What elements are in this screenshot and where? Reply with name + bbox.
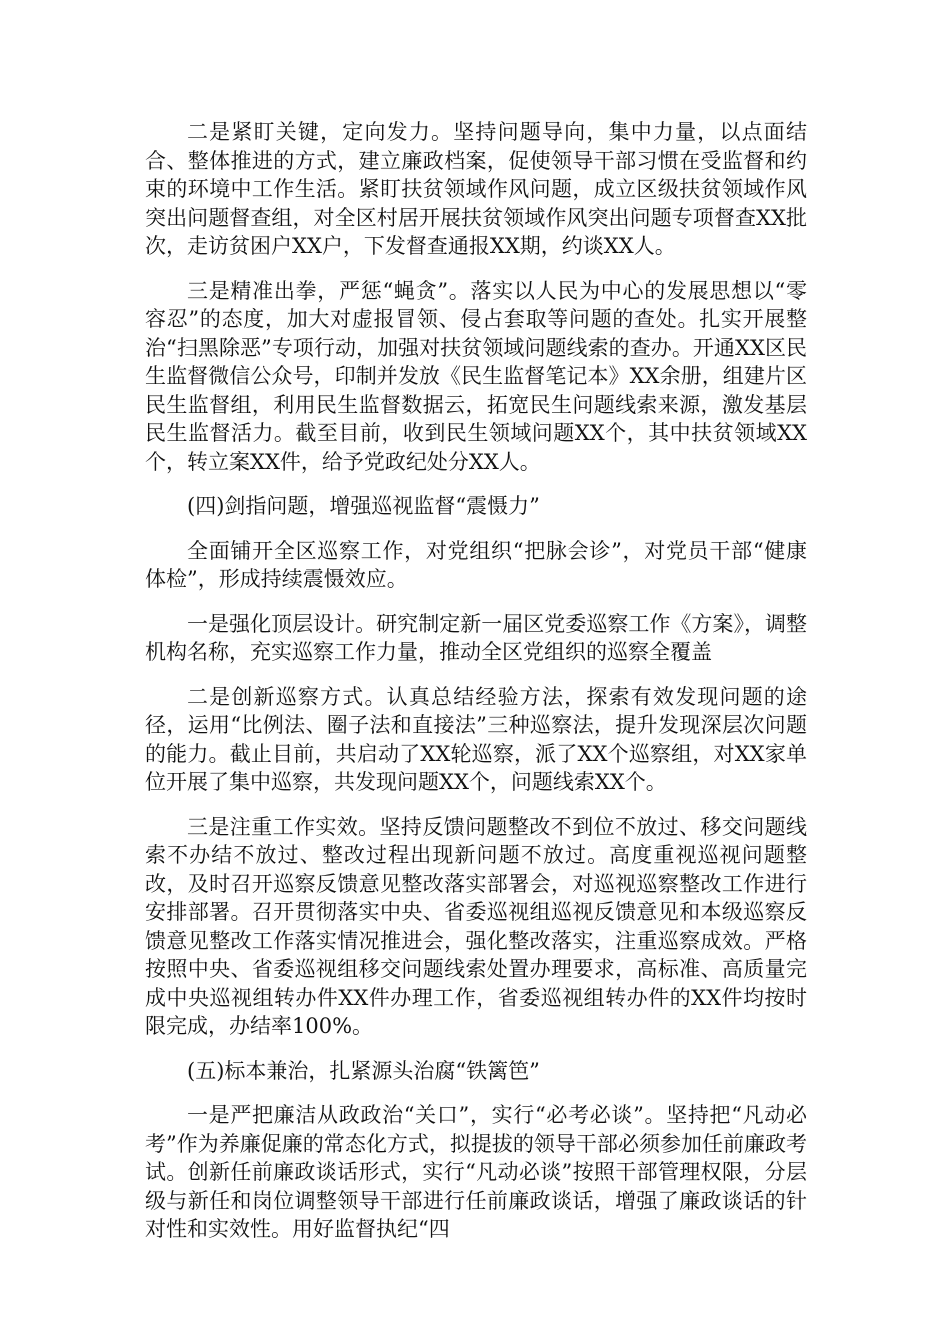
paragraph-work-effectiveness: 三是注重工作实效。坚持反馈问题整改不到位不放过、移交问题线索不办结不放过、整改过程出现新问题不放过。高度重视巡视问题整改，及时召开巡察反馈意见整改落实部署会，对巡视巡察整改工作进行安排部署。召开贯彻落实中央、省委巡视组巡视反馈意见和本级巡察反馈意见整改工作落实情况推进会，强化整改落实，注重巡察成效。严格按照中央、省委巡视组移交问题线索处置办理要求，高标准、高质量完成中央巡视组转办件XX件办理工作，省委巡视组转办件的XX件均按时限完成，办结率100%。	[145, 814, 807, 1038]
section-heading-5: (五)标本兼治，扎紧源头治腐“铁篱笆”	[187, 1058, 540, 1083]
paragraph-top-level-design: 一是强化顶层设计。研究制定新一届区党委巡察工作《方案》，调整机构名称，充实巡察工作力量，推动全区党组织的巡察全覆盖	[145, 611, 807, 664]
paragraph-inspection-methods: 二是创新巡察方式。认真总结经验方法，探索有效发现问题的途径，运用“比例法、圈子法和直接法”三种巡察法，提升发现深层次问题的能力。截止目前，共启动了XX轮巡察，派了XX个巡察组，对XX家单位开展了集中巡察，共发现问题XX个，问题线索XX个。	[145, 684, 807, 794]
paragraph-key-focus: 二是紧盯关键，定向发力。坚持问题导向，集中力量，以点面结合、整体推进的方式，建立廉政档案，促使领导干部习惯在受监督和约束的环境中工作生活。紧盯扶贫领域作风问题，成立区级扶贫领域作风突出问题督查组，对全区村居开展扶贫领域作风突出问题专项督查XX批次，走访贫困户XX户，下发督查通报XX期，约谈XX人。	[145, 120, 807, 258]
paragraph-inspection-overview: 全面铺开全区巡察工作，对党组织“把脉会诊”，对党员干部“健康体检”，形成持续震慑效应。	[145, 538, 807, 591]
section-heading-4: (四)剑指问题，增强巡视监督“震慑力”	[187, 494, 540, 518]
document-page	[145, 118, 807, 1260]
paragraph-integrity-checkpoint: 一是严把廉洁从政政治“关口”，实行“必考必谈”。坚持把“凡动必考”作为养廉促廉的常态化方式，拟提拔的领导干部必须参加任前廉政考试。创新任前廉政谈话形式，实行“凡动必谈”按照干部管理权限，分层级与新任和岗位调整领导干部进行任前廉政谈话，增强了廉政谈话的针对性和实效性。用好监督执纪“四	[145, 1103, 807, 1241]
paragraph-petty-corruption: 三是精准出拳，严惩“蝇贪”。落实以人民为中心的发展思想以“零容忍”的态度，加大对虚报冒领、侵占套取等问题的查处。扎实开展整治“扫黑除恶”专项行动，加强对扶贫领域问题线索的查办。开通XX区民生监督微信公众号，印制并发放《民生监督笔记本》XX余册，组建片区民生监督组，利用民生监督数据云，拓宽民生问题线索来源，激发基层民生监督活力。截至目前，收到民生领域问题XX个，其中扶贫领域XX个，转立案XX件，给予党政纪处分XX人。	[145, 278, 807, 474]
